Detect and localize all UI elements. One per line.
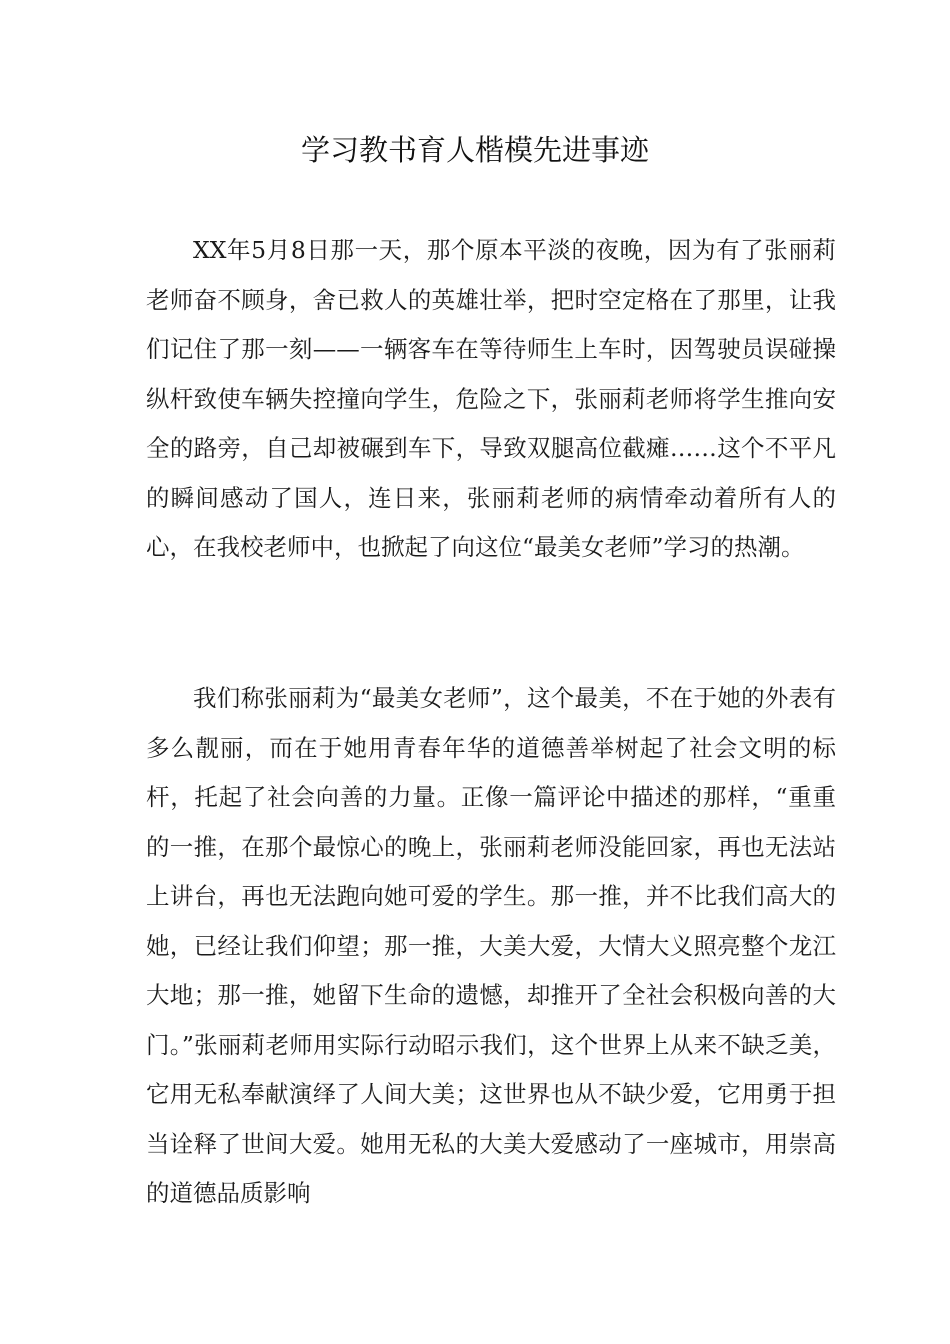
paragraph-most-beautiful-teacher: 我们称张丽莉为“最美女老师”，这个最美，不在于她的外表有多么靓丽，而在于她用青春年华的道德善举树起了社会文明的标杆，托起了社会向善的力量。正像一篇评论中描述的那样，“重重的一推，在那个最惊心的晚上，张丽莉老师没能回家，再也无法站上讲台，再也无法跑向她可爱的学生。那一推，并不比我们高大的她，已经让我们仰望；那一推，大美大爱，大情大义照亮整个龙江大地；那一推，她留下生命的遗憾，却推开了全社会积极向善的大门。”张丽莉老师用实际行动昭示我们，这个世界上从来不缺乏美，它用无私奉献演绎了人间大美；这世界也从不缺少爱，它用勇于担当诠释了世间大爱。她用无私的大美大爱感动了一座城市，用崇高的道德品质影响 [146,684,836,1207]
paragraph-incident: XX年5月8日那一天，那个原本平淡的夜晚，因为有了张丽莉老师奋不顾身，舍已救人的英雄壮举，把时空定格在了那里，让我们记住了那一刻——一辆客车在等待师生上车时，因驾驶员误碰操纵杆致使车辆失控撞向学生，危险之下，张丽莉老师将学生推向安全的路旁，自己却被碾到车下，导致双腿高位截瘫……这个不平凡的瞬间感动了国人，连日来，张丽莉老师的病情牵动着所有人的心，在我校老师中，也掀起了向这位“最美女老师”学习的热潮。 [146,236,836,561]
document-title: 学习教书育人楷模先进事迹 [300,133,649,167]
